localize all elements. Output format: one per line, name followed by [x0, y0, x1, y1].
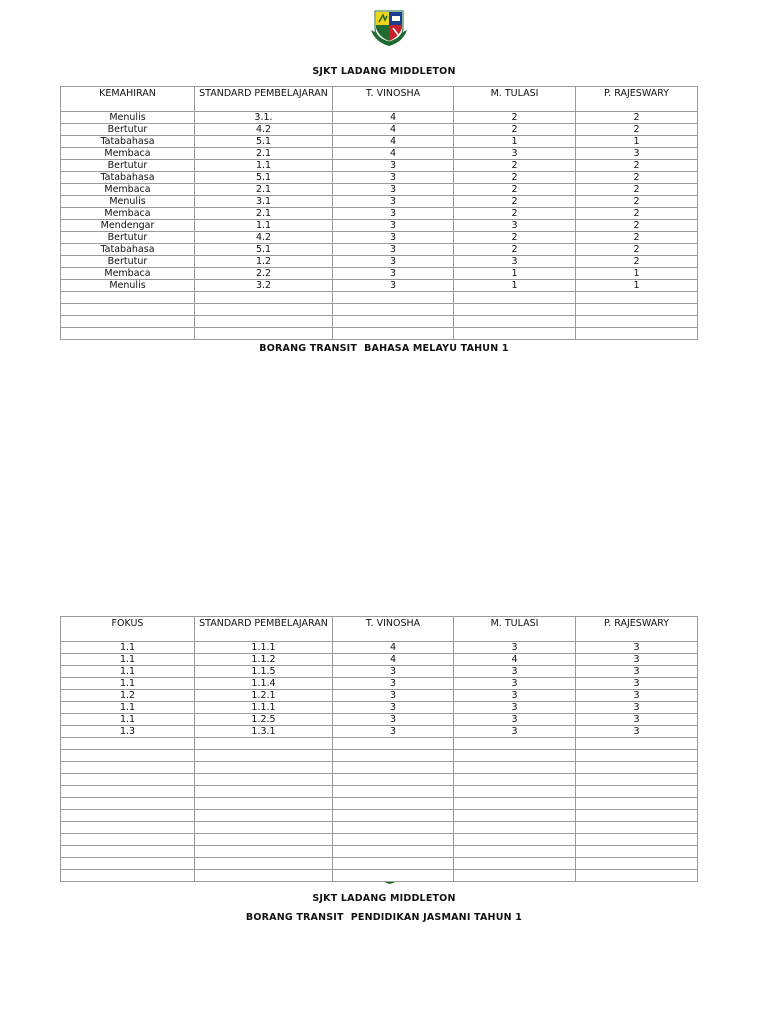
table-row [61, 846, 698, 858]
table-cell [333, 738, 454, 750]
table-body [61, 112, 698, 340]
column-header: FOKUS [61, 617, 195, 642]
table-cell [333, 870, 454, 882]
table-row [61, 762, 698, 774]
table-cell [61, 810, 195, 822]
table-cell [576, 870, 698, 882]
table-cell [454, 762, 576, 774]
table-cell [333, 762, 454, 774]
table-cell: 3 [333, 280, 454, 292]
table-cell [333, 786, 454, 798]
table-cell: 3 [576, 678, 698, 690]
table-cell [195, 846, 333, 858]
table-cell [61, 774, 195, 786]
table-cell: 1.1 [195, 220, 333, 232]
table-cell: 5.1 [195, 136, 333, 148]
table-cell: 3 [333, 208, 454, 220]
table-cell [61, 750, 195, 762]
table-cell [454, 810, 576, 822]
column-header: M. TULASI [454, 87, 576, 112]
table-cell: 1 [576, 136, 698, 148]
table-cell [576, 738, 698, 750]
table-cell: Tatabahasa [61, 136, 195, 148]
table-cell: 3 [333, 256, 454, 268]
table-cell: 1.1.5 [195, 666, 333, 678]
table-cell [61, 762, 195, 774]
table-cell: 2 [454, 112, 576, 124]
table-cell: Membaca [61, 208, 195, 220]
table-cell [576, 292, 698, 304]
table-cell [61, 328, 195, 340]
table-cell: 2 [454, 196, 576, 208]
table-cell [61, 822, 195, 834]
table-cell: 1.1 [61, 642, 195, 654]
table-cell: 4.2 [195, 232, 333, 244]
table-cell: 2 [454, 160, 576, 172]
bahasa-melayu-transit-table [60, 86, 698, 340]
table-row [61, 304, 698, 316]
table-cell [576, 762, 698, 774]
table-cell: 2 [576, 244, 698, 256]
table-cell: 2.1 [195, 208, 333, 220]
crest-icon [369, 8, 409, 48]
table-cell [454, 328, 576, 340]
table-cell [195, 328, 333, 340]
table-row [61, 172, 698, 184]
table-cell [454, 870, 576, 882]
table-row [61, 774, 698, 786]
table-cell: 3 [333, 726, 454, 738]
table-cell: 1.2.1 [195, 690, 333, 702]
table-cell [333, 858, 454, 870]
table-cell: 3 [454, 714, 576, 726]
column-header: P. RAJESWARY [576, 87, 698, 112]
table-cell [61, 834, 195, 846]
table-row [61, 726, 698, 738]
table-row [61, 654, 698, 666]
table-cell: 3 [333, 196, 454, 208]
table-cell [195, 316, 333, 328]
table-cell: 3 [454, 220, 576, 232]
table-cell: 2 [454, 244, 576, 256]
table-cell: 2 [454, 184, 576, 196]
table-cell [576, 316, 698, 328]
table-cell: 1.2.5 [195, 714, 333, 726]
table-cell [195, 292, 333, 304]
table-cell: 2 [576, 196, 698, 208]
table-cell [333, 328, 454, 340]
table-row [61, 642, 698, 654]
table-cell: Bertutur [61, 256, 195, 268]
table-row [61, 208, 698, 220]
table-cell [333, 822, 454, 834]
table-cell [195, 798, 333, 810]
pendidikan-jasmani-caption: BORANG TRANSIT PENDIDIKAN JASMANI TAHUN 1 [245, 912, 523, 923]
table-row [61, 714, 698, 726]
table-cell: 3 [576, 642, 698, 654]
table-cell [576, 822, 698, 834]
table-cell: 1.1 [61, 678, 195, 690]
table-cell [576, 810, 698, 822]
table-cell: Bertutur [61, 160, 195, 172]
table-cell: 4 [333, 112, 454, 124]
table-cell: 3 [333, 690, 454, 702]
table-cell: 1.2 [195, 256, 333, 268]
table-row [61, 220, 698, 232]
table-cell [454, 304, 576, 316]
table-cell: 4 [333, 136, 454, 148]
table-cell: 1.1.4 [195, 678, 333, 690]
table-cell [454, 786, 576, 798]
table-cell: 3.1. [195, 112, 333, 124]
table-cell: 3 [576, 702, 698, 714]
table-cell [576, 304, 698, 316]
table-cell: 1.2 [61, 690, 195, 702]
column-header: T. VINOSHA [333, 87, 454, 112]
table-cell: 2.2 [195, 268, 333, 280]
table-cell: 2.1 [195, 148, 333, 160]
table-cell [61, 786, 195, 798]
table-cell: 4 [333, 124, 454, 136]
table-cell [333, 774, 454, 786]
table-row [61, 232, 698, 244]
table-row [61, 316, 698, 328]
table-cell: 2 [576, 208, 698, 220]
table-cell [576, 846, 698, 858]
table-cell: 2 [576, 160, 698, 172]
table-cell: Menulis [61, 280, 195, 292]
table-cell: Tatabahasa [61, 244, 195, 256]
table-cell: 3 [333, 160, 454, 172]
table-row [61, 834, 698, 846]
table-cell [454, 798, 576, 810]
table-cell: 3 [333, 666, 454, 678]
table-row [61, 124, 698, 136]
table-cell: 2 [576, 184, 698, 196]
table-cell: 2 [576, 172, 698, 184]
table-row [61, 678, 698, 690]
table-cell [61, 870, 195, 882]
table-cell [61, 292, 195, 304]
table-row [61, 268, 698, 280]
table-cell: 2 [454, 172, 576, 184]
column-header: T. VINOSHA [333, 617, 454, 642]
table-cell [333, 846, 454, 858]
table-cell: 2 [576, 112, 698, 124]
table-cell [61, 846, 195, 858]
table-row [61, 690, 698, 702]
table-cell: 3 [576, 726, 698, 738]
table-cell [61, 798, 195, 810]
table-cell: 1.3.1 [195, 726, 333, 738]
table-cell: 3 [333, 172, 454, 184]
table-row [61, 148, 698, 160]
table-cell: Mendengar [61, 220, 195, 232]
table-cell: 1.1.1 [195, 702, 333, 714]
table-cell: 2 [576, 256, 698, 268]
table-cell [576, 750, 698, 762]
table-cell: 3 [576, 714, 698, 726]
table-cell [195, 858, 333, 870]
table-cell: 2 [454, 232, 576, 244]
table-cell: 3 [333, 232, 454, 244]
table-cell [576, 834, 698, 846]
table-cell: 3 [454, 666, 576, 678]
table-header-row [61, 617, 698, 642]
table-cell: 3 [576, 148, 698, 160]
table-cell [333, 834, 454, 846]
table-row [61, 280, 698, 292]
bahasa-melayu-caption: BORANG TRANSIT BAHASA MELAYU TAHUN 1 [259, 343, 509, 354]
table-row [61, 666, 698, 678]
table-cell [195, 738, 333, 750]
table-cell [333, 316, 454, 328]
table-cell: 3 [454, 256, 576, 268]
school-name-heading-bottom: SJKT LADANG MIDDLETON [312, 893, 456, 904]
table-cell: Membaca [61, 148, 195, 160]
table-cell [576, 786, 698, 798]
table-row [61, 798, 698, 810]
table-cell: 1.1 [195, 160, 333, 172]
table-cell [195, 774, 333, 786]
column-header: STANDARD PEMBELAJARAN [195, 87, 333, 112]
table-cell [61, 304, 195, 316]
school-crest-logo [369, 8, 409, 48]
table-cell: 4.2 [195, 124, 333, 136]
table-cell: Bertutur [61, 232, 195, 244]
table-cell: 1.1 [61, 702, 195, 714]
table-cell: 1.3 [61, 726, 195, 738]
table-row [61, 702, 698, 714]
table-cell [454, 750, 576, 762]
table-row [61, 292, 698, 304]
table-row [61, 822, 698, 834]
table-row [61, 870, 698, 882]
table-cell: 2 [576, 232, 698, 244]
table-cell [61, 858, 195, 870]
table-row [61, 112, 698, 124]
table-cell: 3 [454, 642, 576, 654]
table-cell [576, 774, 698, 786]
table-cell: 1 [454, 136, 576, 148]
table-cell: 1 [576, 268, 698, 280]
table-cell [333, 304, 454, 316]
table-cell [454, 834, 576, 846]
table-row [61, 160, 698, 172]
table-cell: 3 [333, 268, 454, 280]
table-cell: 1 [454, 268, 576, 280]
table-cell: 4 [333, 654, 454, 666]
table-cell: 1.1.2 [195, 654, 333, 666]
table-cell [454, 738, 576, 750]
table-cell: 2 [454, 124, 576, 136]
table-cell [454, 846, 576, 858]
table-row [61, 256, 698, 268]
table-cell: 3 [333, 220, 454, 232]
table-row [61, 136, 698, 148]
table-cell: 3.2 [195, 280, 333, 292]
table-cell [195, 834, 333, 846]
table-cell [195, 810, 333, 822]
table-row [61, 244, 698, 256]
table-cell: Bertutur [61, 124, 195, 136]
column-header: KEMAHIRAN [61, 87, 195, 112]
table-cell: 3 [454, 702, 576, 714]
table-cell [454, 292, 576, 304]
table-cell [576, 858, 698, 870]
table-cell: 1.1 [61, 654, 195, 666]
table-cell: 3 [576, 666, 698, 678]
table-cell: 3 [333, 702, 454, 714]
table-body [61, 642, 698, 882]
table-cell: 3 [454, 726, 576, 738]
table-cell: 3 [576, 690, 698, 702]
table-cell [195, 762, 333, 774]
table-cell: 1.1.1 [195, 642, 333, 654]
pendidikan-jasmani-transit-table [60, 616, 698, 882]
table-cell [195, 786, 333, 798]
column-header: STANDARD PEMBELAJARAN [195, 617, 333, 642]
table-row [61, 786, 698, 798]
table-cell: 3 [333, 244, 454, 256]
table-cell [61, 738, 195, 750]
table-cell [454, 774, 576, 786]
table-cell: 2.1 [195, 184, 333, 196]
table-cell: Tatabahasa [61, 172, 195, 184]
table-row [61, 184, 698, 196]
table-cell [333, 292, 454, 304]
table-row [61, 750, 698, 762]
table-cell: 3.1 [195, 196, 333, 208]
table-cell [195, 870, 333, 882]
table-cell: 3 [333, 678, 454, 690]
table-cell [333, 798, 454, 810]
table-cell: Menulis [61, 196, 195, 208]
table-row [61, 858, 698, 870]
table-cell: 3 [333, 184, 454, 196]
table-cell: 3 [333, 714, 454, 726]
table-cell: 2 [576, 220, 698, 232]
table-cell: Membaca [61, 184, 195, 196]
table-row [61, 810, 698, 822]
table-cell: 3 [454, 690, 576, 702]
table-cell [454, 858, 576, 870]
table-cell [454, 316, 576, 328]
table-cell: 1 [454, 280, 576, 292]
school-name-heading: SJKT LADANG MIDDLETON [312, 66, 456, 77]
table-cell [576, 328, 698, 340]
table-cell: 1 [576, 280, 698, 292]
table-cell: 3 [454, 678, 576, 690]
table-cell [333, 750, 454, 762]
table-cell [333, 810, 454, 822]
table-cell: 4 [333, 642, 454, 654]
table-row [61, 196, 698, 208]
table-cell: 5.1 [195, 172, 333, 184]
table-cell: 3 [454, 148, 576, 160]
table-cell [195, 750, 333, 762]
table-row [61, 328, 698, 340]
table-cell [195, 304, 333, 316]
table-cell: 1.1 [61, 666, 195, 678]
column-header: P. RAJESWARY [576, 617, 698, 642]
table-cell: 2 [454, 208, 576, 220]
table-cell: 3 [576, 654, 698, 666]
table-cell: Membaca [61, 268, 195, 280]
table-cell: 2 [576, 124, 698, 136]
table-row [61, 738, 698, 750]
column-header: M. TULASI [454, 617, 576, 642]
table-cell: Menulis [61, 112, 195, 124]
table-cell [195, 822, 333, 834]
table-header-row [61, 87, 698, 112]
table-cell [576, 798, 698, 810]
table-cell [61, 316, 195, 328]
table-cell: 4 [454, 654, 576, 666]
table-cell: 5.1 [195, 244, 333, 256]
table-cell: 1.1 [61, 714, 195, 726]
table-cell: 4 [333, 148, 454, 160]
table-cell [454, 822, 576, 834]
